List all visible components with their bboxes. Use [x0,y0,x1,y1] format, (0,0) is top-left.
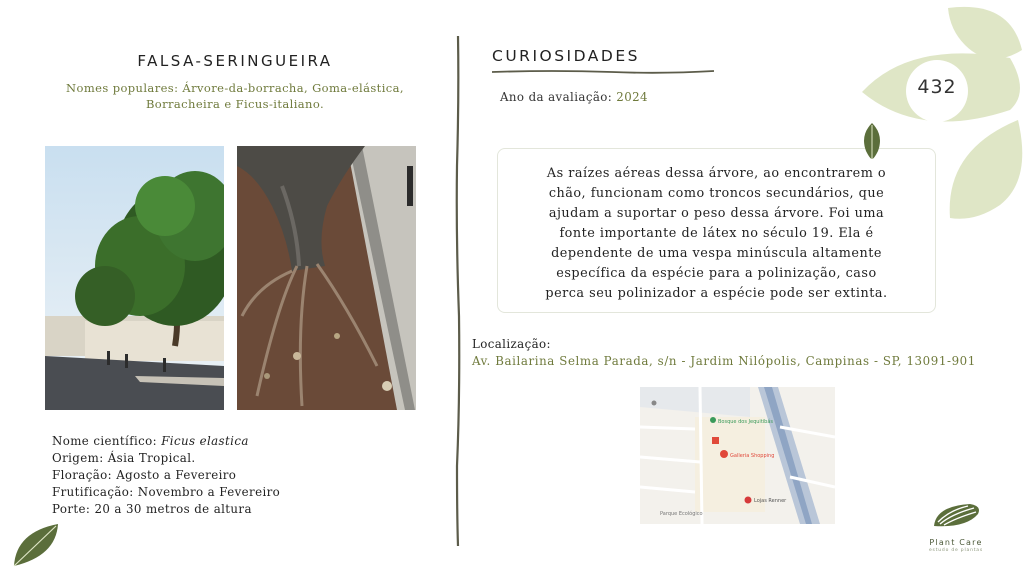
plant-name-title: FALSA-SERINGUEIRA [137,52,333,70]
curiosity-line: dependente de uma vespa minúscula altamente [551,246,882,261]
year-label: Ano da avaliação: [500,90,613,104]
location-address: Av. Bailarina Selma Parada, s/n - Jardim Nilópolis, Campinas - SP, 13091-901 [472,354,976,368]
curiosity-line: As raízes aéreas dessa árvore, ao encontrarem o [546,166,887,181]
evaluation-year [500,90,648,104]
curiosity-line: chão, funcionam como troncos secundários, que [548,186,885,201]
brand-logo [916,500,996,553]
curiosity-line: ajudam a suportar o peso dessa árvore. Foi uma [548,206,885,221]
curiosities-title: CURIOSIDADES [492,47,640,65]
popular-names: Nomes populares: Árvore-da-borracha, Goma-elástica, Borracheira e Ficus-italiano. [66,81,404,111]
size-line: Porte: 20 a 30 metros de altura [52,502,252,516]
curiosity-line: específica da espécie para a polinização, caso [556,266,877,281]
brand-tagline: estudo de plantas [928,548,983,553]
title-underline [492,68,714,76]
curiosity-line: perca seu polinizador a espécie pode ser extinta. [545,286,888,301]
location-label: Localização: [472,337,551,351]
flowering-line: Floração: Agosto a Fevereiro [52,468,237,482]
vertical-divider [452,36,464,546]
plant-facts [52,433,280,518]
scientific-name-label: Nome científico: [52,434,158,448]
year-value: 2024 [616,90,648,104]
roots-photo [237,146,416,410]
fruiting-line: Frutificação: Novembro a Fevereiro [52,485,281,499]
map-label-park: Bosque dos Jequitibás [718,419,774,425]
decorative-leaves-icon [860,0,1024,225]
tree-photo [45,146,224,410]
brand-name: Plant Care [929,538,983,547]
corner-leaf-icon [10,522,62,570]
map-label-shopping: Galleria Shopping [730,453,775,459]
scientific-name-line [52,433,280,450]
location-map[interactable] [640,387,835,524]
plant-id-number: 432 [917,76,957,98]
origin-line: Origem: Ásia Tropical. [52,451,196,465]
map-label-eco-park: Parque Ecológico [660,511,703,517]
map-label-store: Lojas Renner [754,498,787,504]
brand-leaf-icon [930,500,982,532]
curiosity-line: fonte importante de látex no século 19. Ela é [559,226,874,241]
scientific-name-value: Ficus elastica [161,434,249,448]
small-leaf-icon [860,121,884,161]
